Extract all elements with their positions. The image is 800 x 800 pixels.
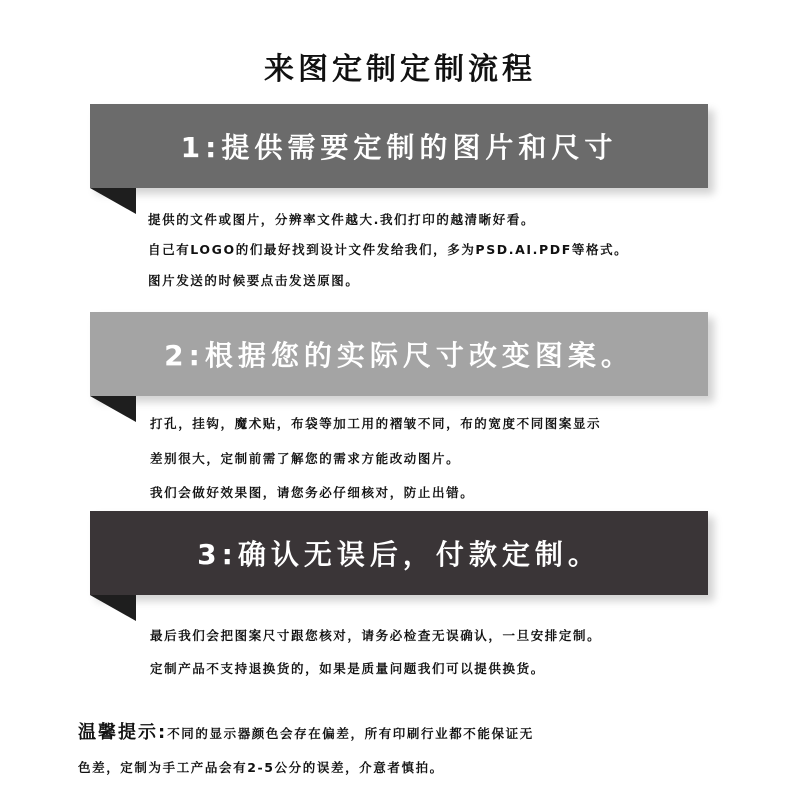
step-1-banner xyxy=(90,104,708,188)
step-2-heading: 2:根据您的实际尺寸改变图案。 xyxy=(164,339,634,372)
step-2-fold xyxy=(90,396,136,422)
step-2-line-3: 我们会做好效果图，请您务必仔细核对，防止出错。 xyxy=(150,485,475,500)
tip-text-2: 色差，定制为手工产品会有2-5公分的误差，介意者慎拍。 xyxy=(78,760,444,775)
step-3-banner xyxy=(90,511,708,595)
page-title: 来图定制定制流程 xyxy=(264,52,536,87)
step-3-heading: 3:确认无误后，付款定制。 xyxy=(197,538,601,571)
tip-text-1: 不同的显示器颜色会存在偏差，所有印刷行业都不能保证无 xyxy=(167,726,534,741)
step-2-line-2: 差别很大，定制前需了解您的需求方能改动图片。 xyxy=(150,451,461,466)
step-1-heading: 1:提供需要定制的图片和尺寸 xyxy=(180,131,618,164)
step-1-line-2: 自己有LOGO的们最好找到设计文件发给我们，多为PSD.AI.PDF等格式。 xyxy=(148,242,629,257)
step-3-line-1: 最后我们会把图案尺寸跟您核对，请务必检查无误确认，一旦安排定制。 xyxy=(150,628,602,643)
step-3-line-2: 定制产品不支持退换货的，如果是质量问题我们可以提供换货。 xyxy=(150,661,545,676)
tip-label: 温馨提示: xyxy=(78,722,168,743)
step-1-line-1: 提供的文件或图片，分辨率文件越大.我们打印的越清晰好看。 xyxy=(148,212,536,227)
step-2-line-1: 打孔，挂钩，魔术贴，布袋等加工用的褶皱不同，布的宽度不同图案显示 xyxy=(150,416,602,431)
step-2-banner xyxy=(90,312,708,396)
step-1-line-3: 图片发送的时候要点击发送原图。 xyxy=(148,273,360,288)
tip-line-1 xyxy=(78,718,534,744)
step-3-fold xyxy=(90,595,136,621)
step-1-fold xyxy=(90,188,136,214)
